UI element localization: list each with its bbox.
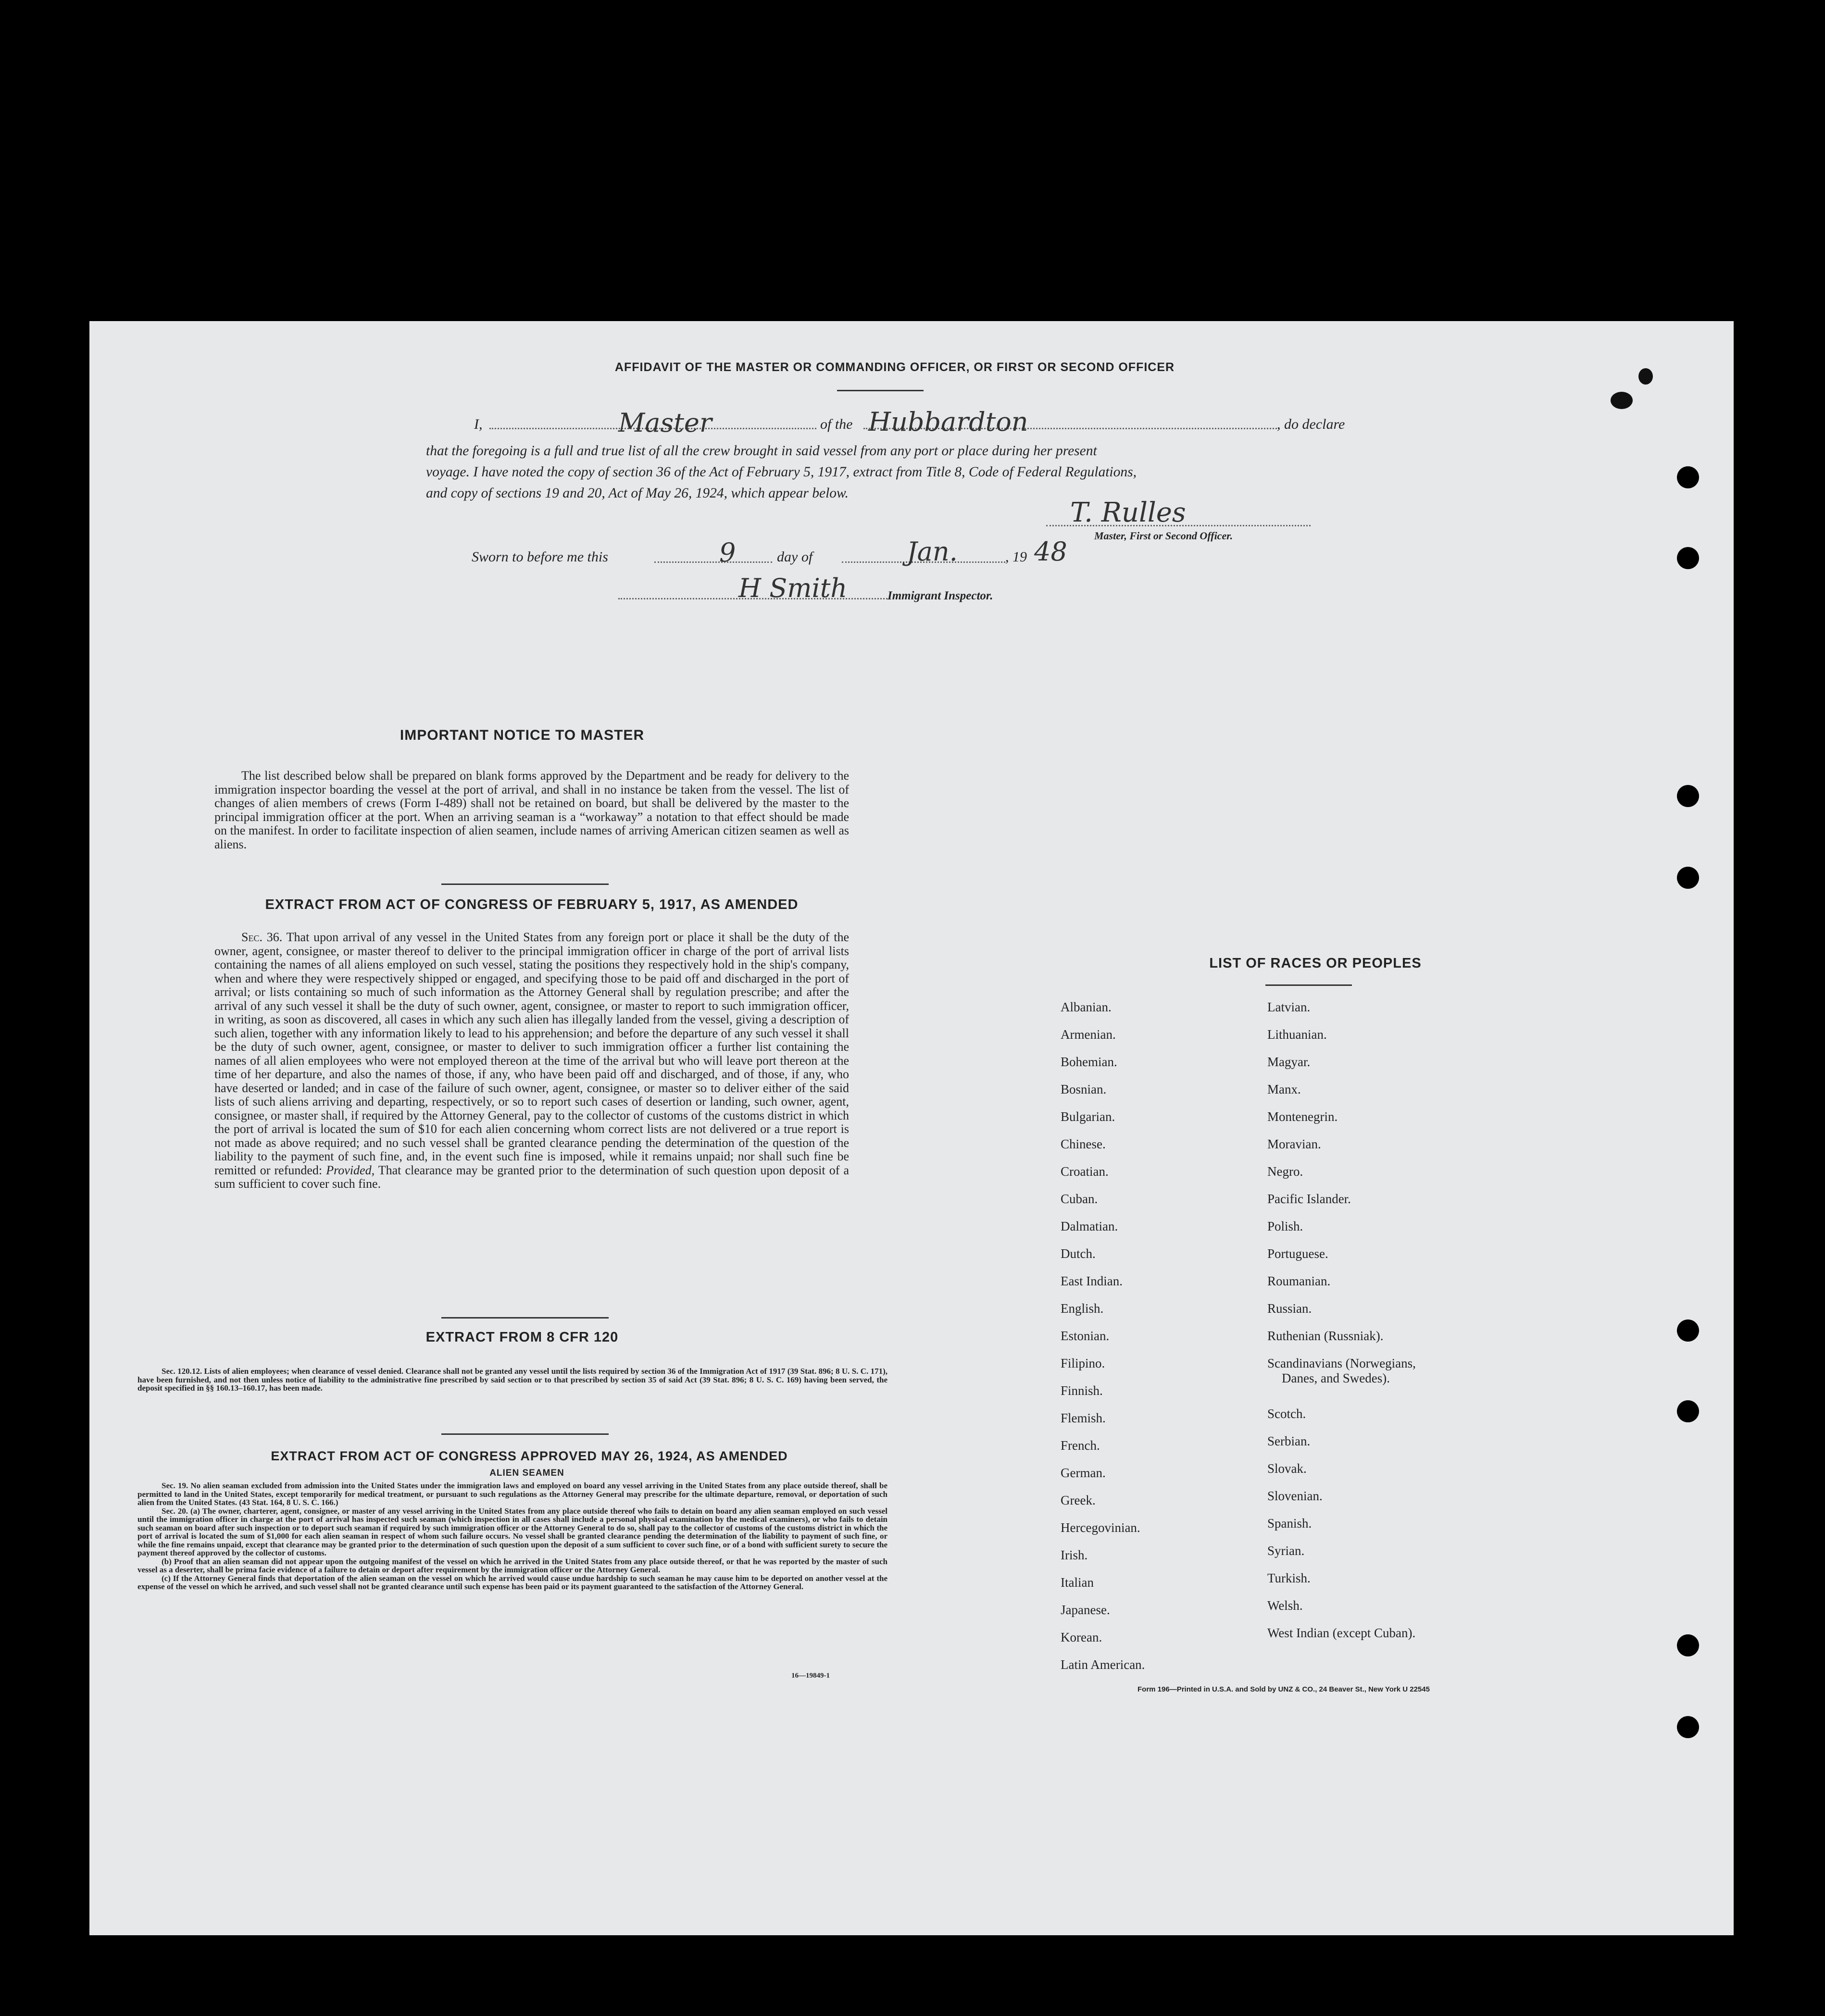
race-entry: Scandinavians (Norwegians, bbox=[1267, 1356, 1416, 1370]
statement-line-3: and copy of sections 19 and 20, Act of May 26, 1924, which appear below. bbox=[426, 485, 849, 501]
race-entry: Welsh. bbox=[1267, 1598, 1303, 1613]
race-entry: Cuban. bbox=[1061, 1192, 1098, 1206]
punch-hole bbox=[1677, 1319, 1699, 1342]
sec-20b: (b) Proof that an alien seaman did not appear upon the outgoing manifest of the vessel on which he arrived in the United States from any place outside thereof, or that he was reported by the master of such vessel as a deserter, shall be prima facie evidence of a failure to detain or deport after requirement by the immigration officer or the Attorney General. bbox=[138, 1556, 888, 1574]
race-entry: Hercegovinian. bbox=[1061, 1520, 1140, 1535]
race-entry: Ruthenian (Russniak). bbox=[1267, 1329, 1384, 1343]
race-entry: Roumanian. bbox=[1267, 1274, 1331, 1288]
race-entry: Finnish. bbox=[1061, 1383, 1103, 1398]
officer-signature: T. Rulles bbox=[1070, 497, 1186, 528]
act-1917-text bbox=[214, 931, 849, 1191]
punch-hole bbox=[1677, 1634, 1699, 1656]
punch-hole bbox=[1677, 547, 1699, 569]
notice-text: The list described below shall be prepared on blank forms approved by the Department and be ready for delivery to the immigration inspector boarding the vessel at the port of arrival, and shall in no instance be taken from the vessel. The list of changes of alien members of crews (Form I-489) shall not be retained on board, but shall be delivered by the master to the principal immigration officer at the port. When an arriving seaman is a “workaway” a notation to that effect should be made on the manifest. In order to facilitate inspection of alien seamen, include names of arriving American citizen seamen as well as aliens. bbox=[214, 769, 849, 851]
race-entry: Manx. bbox=[1267, 1082, 1301, 1096]
race-entry: Greek. bbox=[1061, 1493, 1096, 1507]
act-1924-subtitle: ALIEN SEAMEN bbox=[489, 1468, 564, 1478]
race-entry: Japanese. bbox=[1061, 1603, 1110, 1617]
race-entry: Lithuanian. bbox=[1267, 1027, 1327, 1042]
do-declare-label: , do declare bbox=[1277, 416, 1345, 432]
stray-marks bbox=[1234, 706, 1235, 975]
race-entry: Portuguese. bbox=[1267, 1246, 1328, 1261]
race-entry: Dalmatian. bbox=[1061, 1219, 1118, 1233]
race-entry: Bohemian. bbox=[1061, 1055, 1117, 1069]
race-entry: Latin American. bbox=[1061, 1657, 1145, 1672]
statement-line-1: that the foregoing is a full and true list of all the crew brought in said vessel from any port or place during her present bbox=[426, 443, 1097, 459]
race-entry: West Indian (except Cuban). bbox=[1267, 1626, 1416, 1640]
races-rule bbox=[1265, 984, 1352, 986]
race-entry: Armenian. bbox=[1061, 1027, 1116, 1042]
statement-line-2: voyage. I have noted the copy of section 36 of the Act of February 5, 1917, extract from Title 8, Code of Federal Regulations, bbox=[426, 464, 1137, 480]
punch-hole bbox=[1677, 466, 1699, 488]
affidavit-title: AFFIDAVIT OF THE MASTER OR COMMANDING OFFICER, OR FIRST OR SECOND OFFICER bbox=[614, 361, 1175, 374]
sec-20a: Sec. 20. (a) The owner, charterer, agent, consignee, or master of any vessel arriving in the United States from any place outside thereof who fails to detain on board any alien seaman employed on such vessel until the immigration officer in charge at the port of arrival has inspected such seaman (which inspection in all cases shall include a personal physical examination by the medical examiners), or who fails to detain such seaman on board after such inspection or to deport such seaman if required by such immigration officer or the Attorney General to do so, shall pay to the collector of customs of the customs district in which the port of arrival is located the sum of $1,000 for each alien seaman in respect of whom such failure occurs. No vessel shall be granted clearance pending the determination of the liability to payment of such fine, or while the fine remains unpaid, except that clearance may be granted prior to the determination of such question upon the deposit of a sum sufficient to cover such fine, or of a bond with sufficient surety to secure the payment thereof approved by the collector of customs. bbox=[138, 1506, 888, 1557]
race-entry: Latvian. bbox=[1267, 1000, 1311, 1014]
signature-caption: Master, First or Second Officer. bbox=[1094, 530, 1233, 542]
sec-36-label: Sec. 36. bbox=[241, 930, 283, 944]
race-entry: Croatian. bbox=[1061, 1164, 1109, 1179]
race-entry: German. bbox=[1061, 1466, 1106, 1480]
year-handwritten: 48 bbox=[1034, 536, 1067, 567]
race-entry: Russian. bbox=[1267, 1301, 1312, 1316]
race-entry: Chinese. bbox=[1061, 1137, 1106, 1151]
inspector-signature: H Smith bbox=[738, 573, 848, 603]
inspector-caption: Immigrant Inspector. bbox=[888, 589, 993, 602]
race-entry: Turkish. bbox=[1267, 1571, 1311, 1585]
act-1924-title: EXTRACT FROM ACT OF CONGRESS APPROVED MAY 26, 1924, AS AMENDED bbox=[271, 1449, 788, 1463]
race-entry: Spanish. bbox=[1267, 1516, 1312, 1531]
race-entry: Danes, and Swedes). bbox=[1282, 1371, 1390, 1385]
vessel-handwritten: Hubbardton bbox=[868, 407, 1028, 437]
race-entry: Syrian. bbox=[1267, 1543, 1305, 1558]
race-entry: Irish. bbox=[1061, 1548, 1088, 1562]
punch-hole bbox=[1677, 867, 1699, 889]
sec-19: Sec. 19. No alien seaman excluded from admission into the United States under the immigration laws and employed on board any vessel arriving in the United States from any place outside thereof, shall be permitted to land in the United States, except temporarily for medical treatment, or pursuant to such regulations as the Attorney General may prescribe for the ultimate departure, removal, or deportation of such alien from the United States. (43 Stat. 164, 8 U. S. C. 166.) bbox=[138, 1481, 888, 1507]
race-entry: Slovenian. bbox=[1267, 1489, 1323, 1503]
sworn-label: Sworn to before me this bbox=[472, 549, 608, 565]
cfr-title: EXTRACT FROM 8 CFR 120 bbox=[425, 1330, 619, 1345]
race-entry: Estonian. bbox=[1061, 1329, 1110, 1343]
race-entry: Scotch. bbox=[1267, 1406, 1306, 1421]
race-entry: Serbian. bbox=[1267, 1434, 1311, 1448]
punch-hole bbox=[1677, 1716, 1699, 1738]
day-handwritten: 9 bbox=[719, 537, 736, 568]
race-entry: French. bbox=[1061, 1438, 1100, 1453]
act-1924-text bbox=[138, 1481, 888, 1591]
race-entry: Pacific Islander. bbox=[1267, 1192, 1351, 1206]
day-fill-line bbox=[654, 561, 772, 563]
race-entry: Moravian. bbox=[1267, 1137, 1321, 1151]
sec-36-body: That upon arrival of any vessel in the United States from any foreign port or place it shall be the duty of the owner, agent, consignee, or master thereof to deliver to the principal immigration officer in charge of the port of arrival lists containing the names of all aliens employed on such vessel, stating the positions they respectively hold in the ship's company, when and where they were respectively shipped or engaged, and specifying those to be paid off and discharged in the port of arrival; or lists containing so much of such information as the Attorney General shall by regulation prescribe; and after the arrival of any such vessel it shall be the duty of such owner, agent, consignee, or master to report to such immigration officer, in writing, as soon as discovered, all cases in which any such alien has illegally landed from the vessel, giving a description of such alien, together with any information likely to lead to his apprehension; and before the departure of any such vessel it shall be the duty of such owner, agent, consignee, or master to deliver to such immigration officer a further list containing the names of all alien employees who were not employed thereon at the time of the arrival but who will leave port thereon at the time of her departure, and also the names of those, if any, who have been paid off and discharged, and of those, if any, who have deserted or landed; and in case of the failure of such owner, agent, consignee, or master so to deliver either of the said lists of such aliens arriving and departing, respectively, or so to report such cases of desertion or landing, such owner, agent, consignee, or master shall, if required by the Attorney General, pay to the collector of customs of the customs district in which the port of arrival is located the sum of $10 for each alien concerning whom correct lists are not delivered or a true report is not made as above required; and no such vessel shall be granted clearance pending the determination of the question of the liability to the payment of such fine, and, in the event such fine is imposed, while it remains unpaid; nor shall such fine be remitted or refunded: bbox=[214, 930, 849, 1177]
provided-label: Provided, bbox=[326, 1163, 375, 1177]
punch-hole bbox=[1677, 785, 1699, 807]
signature-line bbox=[1046, 525, 1311, 526]
race-entry: Montenegrin. bbox=[1267, 1109, 1338, 1124]
ink-blot bbox=[1638, 368, 1653, 385]
notice-rule bbox=[441, 884, 609, 885]
cfr-rule bbox=[441, 1433, 609, 1435]
race-entry: Magyar. bbox=[1267, 1055, 1311, 1069]
day-of-label: day of bbox=[777, 549, 813, 565]
race-entry: Filipino. bbox=[1061, 1356, 1105, 1370]
sec-20c: (c) If the Attorney General finds that deportation of the alien seaman on the vessel on which he arrived would cause undue hardship to such seaman he may cause him to be deported on another vessel at the expense of the vessel on which he arrived, and such vessel shall not be granted clearance until such expense has been paid or its payment guaranteed to the satisfaction of the Attorney General. bbox=[138, 1573, 888, 1591]
race-entry: Slovak. bbox=[1267, 1461, 1307, 1476]
act-1917-title: EXTRACT FROM ACT OF CONGRESS OF FEBRUARY 5, 1917, AS AMENDED bbox=[265, 897, 799, 912]
master-handwritten: Master bbox=[618, 408, 712, 438]
year-prefix: , 19 bbox=[1005, 549, 1027, 565]
race-entry: English. bbox=[1061, 1301, 1104, 1316]
affidavit-statement bbox=[426, 440, 1339, 504]
month-handwritten: Jan. bbox=[907, 536, 958, 567]
races-title: LIST OF RACES OR PEOPLES bbox=[1209, 956, 1422, 971]
race-entry: Korean. bbox=[1061, 1630, 1102, 1644]
sec-36-proviso: That clearance may be granted prior to the determination of such question upon deposit of a sum sufficient to cover such fine. bbox=[214, 1163, 849, 1191]
act-1917-rule bbox=[441, 1317, 609, 1319]
race-entry: East Indian. bbox=[1061, 1274, 1123, 1288]
race-entry: Dutch. bbox=[1061, 1246, 1096, 1261]
race-entry: Flemish. bbox=[1061, 1411, 1106, 1425]
race-entry: Bulgarian. bbox=[1061, 1109, 1115, 1124]
race-entry: Negro. bbox=[1267, 1164, 1303, 1179]
form-note: Form 196—Printed in U.S.A. and Sold by UNZ & CO., 24 Beaver St., New York U 22545 bbox=[1138, 1685, 1430, 1693]
print-code: 16—19849-1 bbox=[791, 1672, 830, 1680]
race-entry: Bosnian. bbox=[1061, 1082, 1107, 1096]
ink-blot bbox=[1611, 392, 1633, 409]
declarant-prefix: I, bbox=[474, 416, 483, 432]
race-entry: Polish. bbox=[1267, 1219, 1303, 1233]
race-entry: Italian bbox=[1061, 1575, 1094, 1590]
cfr-text: Sec. 120.12. Lists of alien employees; when clearance of vessel denied. Clearance shall not be granted any vessel until the lists required by section 36 of the Immigration Act of 1917 (39 Stat. 896; 8 U. S. C. 171), have been furnished, and not then unless notice of liability to the administrative fine prescribed by said section or to that prescribed by section 35 of said Act (39 Stat. 896; 8 U. S. C. 169) having been served, the deposit specified in §§ 160.13–160.17, has been made. bbox=[138, 1367, 888, 1393]
punch-hole bbox=[1677, 1400, 1699, 1422]
document-page bbox=[89, 321, 1734, 1935]
of-the-label: of the bbox=[820, 416, 853, 432]
notice-title: IMPORTANT NOTICE TO MASTER bbox=[400, 727, 645, 743]
race-entry: Albanian. bbox=[1061, 1000, 1112, 1014]
title-rule bbox=[837, 390, 924, 391]
